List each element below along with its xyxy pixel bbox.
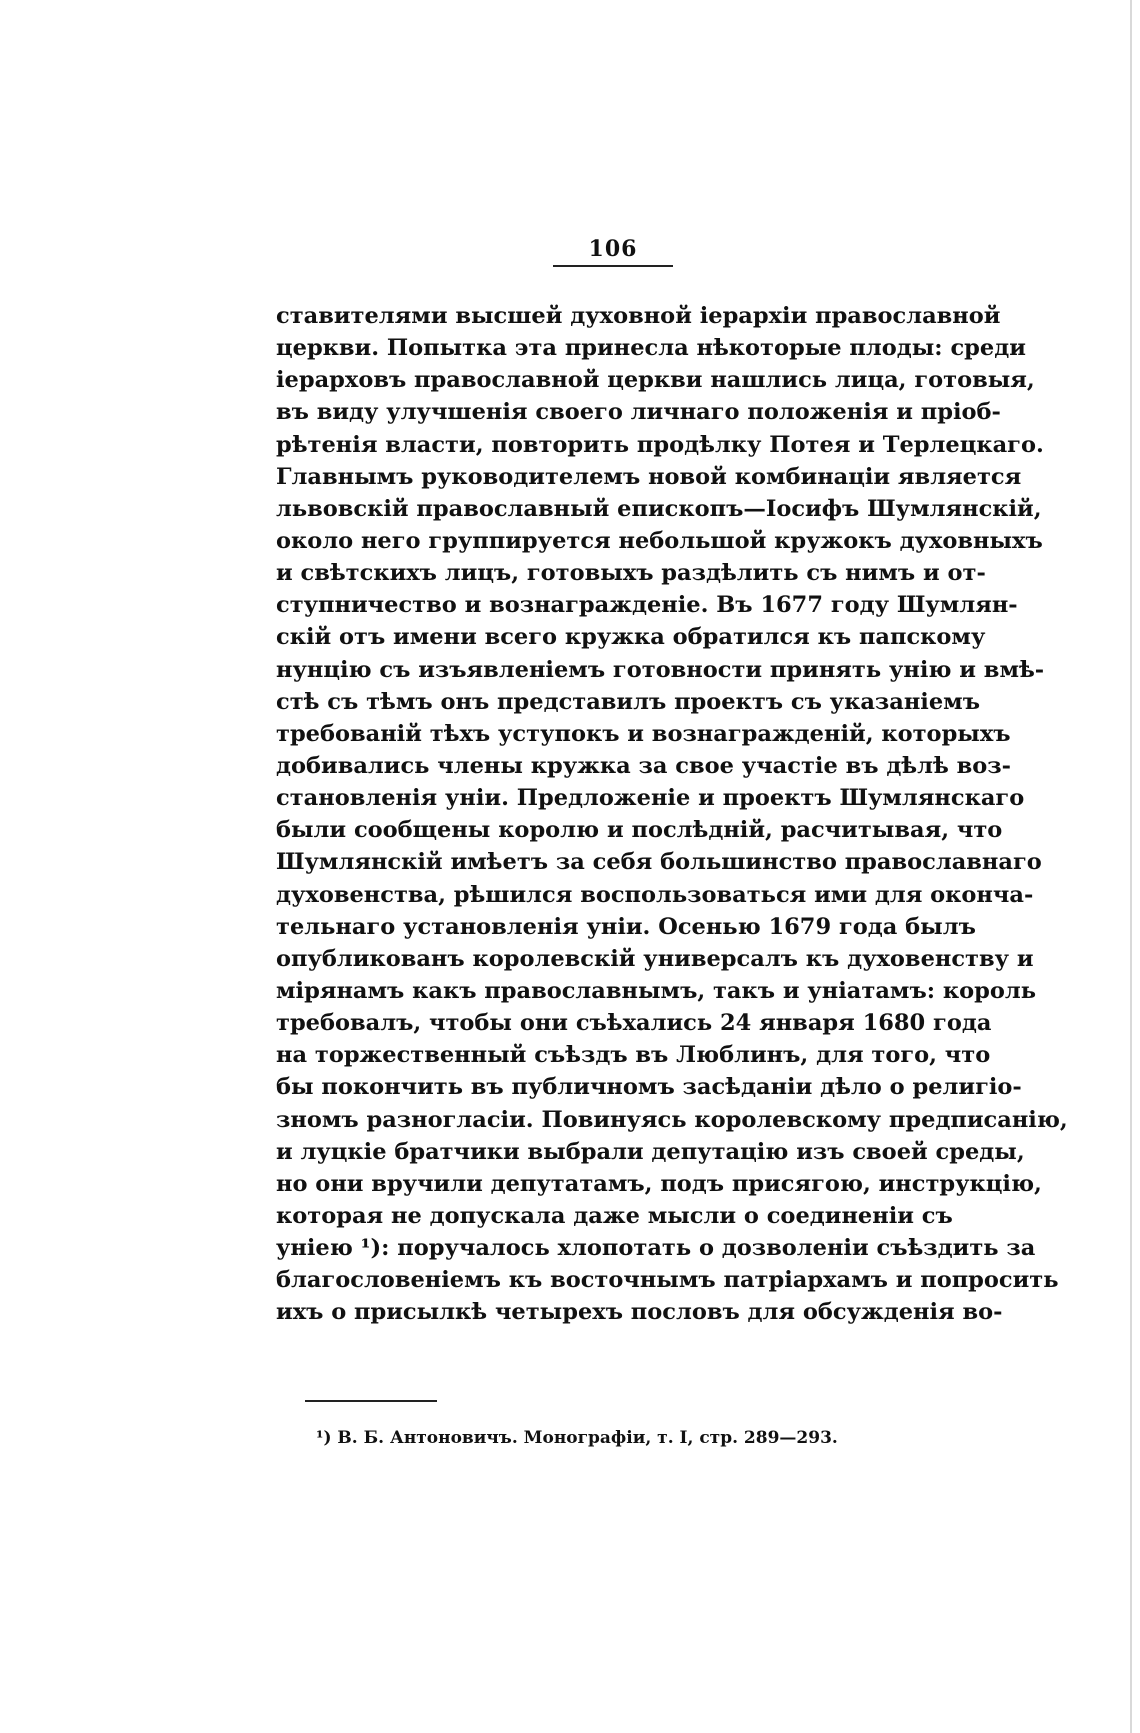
footnote-rule xyxy=(305,1400,437,1402)
page-number: 106 xyxy=(588,236,638,262)
text-line: тельнаго установленія уніи. Осенью 1679 года былъ xyxy=(276,913,976,940)
scan-edge xyxy=(1130,0,1132,1733)
text-line: на торжественный съѣздъ въ Люблинъ, для того, что xyxy=(276,1042,991,1069)
text-line: зномъ разногласіи. Повинуясь королевскому предписанію, xyxy=(276,1106,1068,1133)
footnote: ¹) В. Б. Антоновичъ. Монографіи, т. I, стр. 289—293. xyxy=(316,1428,838,1448)
text-line: были сообщены королю и послѣдній, расчитывая, что xyxy=(276,817,1003,844)
text-line: нунцію съ изъявленіемъ готовности принять унію и вмѣ- xyxy=(276,656,1045,683)
text-line: рѣтенія власти, повторить продѣлку Потея и Терлецкаго. xyxy=(276,431,1044,458)
text-line: уніею ¹): поручалось хлопотать о дозволеніи съѣздить за xyxy=(276,1235,1036,1262)
text-line: Шумлянскій имѣетъ за себя большинство православнаго xyxy=(276,849,1042,876)
text-line: стѣ съ тѣмъ онъ представилъ проектъ съ указаніемъ xyxy=(276,688,980,715)
text-line: ставителями высшей духовной іерархіи православной xyxy=(276,303,1001,329)
text-line: и луцкіе братчики выбрали депутацію изъ своей среды, xyxy=(276,1138,1025,1165)
text-line: добивались члены кружка за свое участіе въ дѣлѣ воз- xyxy=(276,752,1011,779)
text-line: требованій тѣхъ уступокъ и вознагражденій, которыхъ xyxy=(276,720,1011,747)
text-line: въ виду улучшенія своего личнаго положенія и пріоб- xyxy=(276,399,1001,426)
text-line: львовскій православный епископъ—Іосифъ Шумлянскій, xyxy=(276,495,1042,522)
text-line: опубликованъ королевскій универсалъ къ духовенству и xyxy=(276,945,1034,972)
text-line: мірянамъ какъ православнымъ, такъ и уніатамъ: король xyxy=(276,977,1036,1004)
text-line: духовенства, рѣшился воспользоваться ими для оконча- xyxy=(276,881,1034,908)
text-line: и свѣтскихъ лицъ, готовыхъ раздѣлить съ нимъ и от- xyxy=(276,560,986,587)
text-line: становленія уніи. Предложеніе и проектъ Шумлянскаго xyxy=(276,785,1025,812)
text-line: ихъ о присылкѣ четырехъ пословъ для обсужденія во- xyxy=(276,1299,1003,1326)
body-text xyxy=(276,300,1068,1329)
text-line: церкви. Попытка эта принесла нѣкоторые плоды: среди xyxy=(276,335,1026,362)
text-line: ступничество и вознагражденіе. Въ 1677 году Шумлян- xyxy=(276,592,1018,619)
text-line: благословеніемъ къ восточнымъ патріархамъ и попросить xyxy=(276,1267,1059,1294)
text-line: около него группируется небольшой кружокъ духовныхъ xyxy=(276,527,1043,554)
page-number-rule xyxy=(553,265,673,267)
text-line: Главнымъ руководителемъ новой комбинаціи является xyxy=(276,463,1022,490)
text-line: скій отъ имени всего кружка обратился къ папскому xyxy=(276,624,986,651)
text-line: бы покончить въ публичномъ засѣданіи дѣло о религіо- xyxy=(276,1074,1022,1101)
text-line: которая не допускала даже мысли о соединеніи съ xyxy=(276,1202,953,1229)
text-line: но они вручили депутатамъ, подъ присягою, инструкцію, xyxy=(276,1170,1042,1197)
text-line: требовалъ, чтобы они съѣхались 24 января 1680 года xyxy=(276,1010,992,1037)
text-line: іерарховъ православной церкви нашлись лица, готовыя, xyxy=(276,367,1035,394)
